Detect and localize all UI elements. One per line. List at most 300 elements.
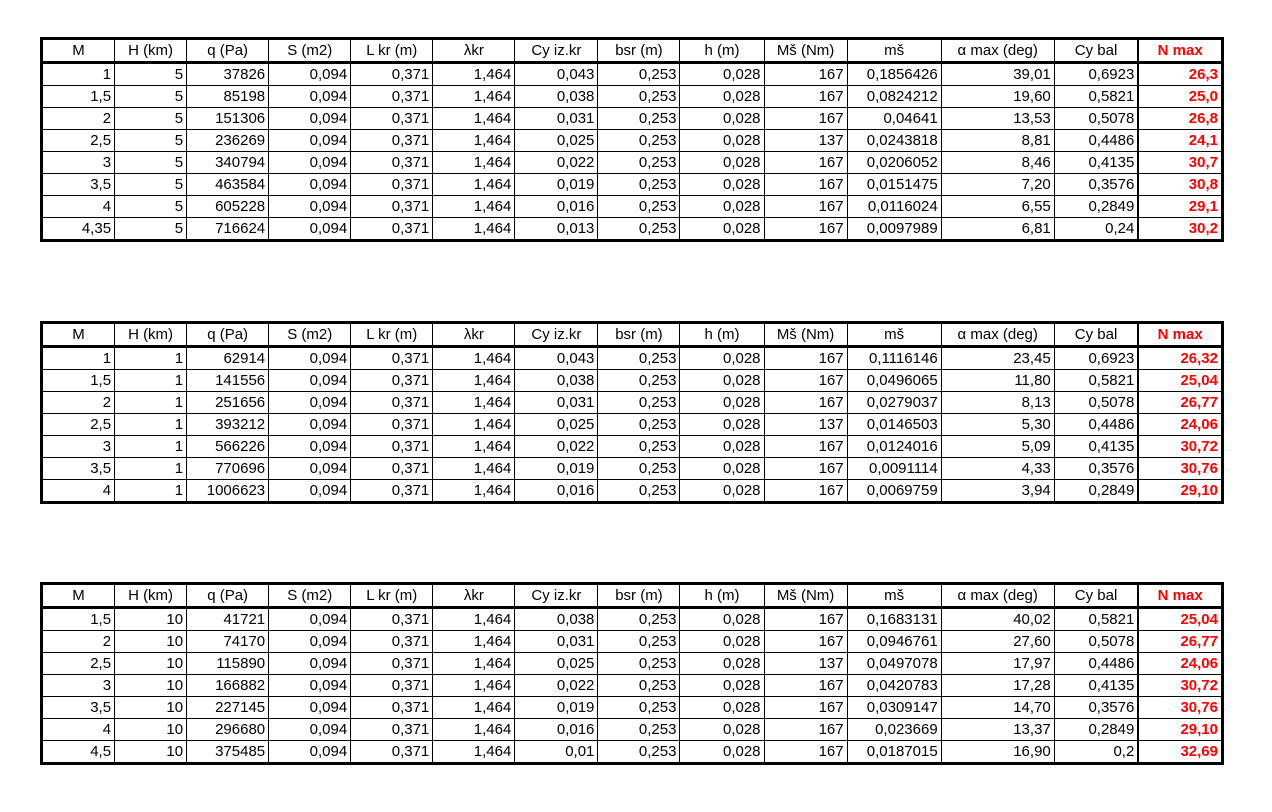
cell-q-pa: 770696 [187, 458, 269, 480]
cell-ms-nm: 137 [764, 653, 847, 675]
cell-h-m: 0,028 [680, 218, 764, 241]
cell-cy-iz-kr: 0,031 [515, 392, 598, 414]
cell-ms: 0,0091114 [847, 458, 941, 480]
cell-cy-bal: 0,4135 [1054, 675, 1138, 697]
cell-q-pa: 227145 [187, 697, 269, 719]
table-row [42, 174, 1223, 196]
cell-h-m: 0,028 [680, 414, 764, 436]
cell-lambda-kr: 1,464 [433, 174, 515, 196]
cell-l-kr: 0,371 [351, 108, 433, 130]
cell-cy-bal: 0,5078 [1054, 108, 1138, 130]
column-header-q-pa: q (Pa) [187, 584, 269, 608]
cell-m: 2,5 [42, 414, 115, 436]
cell-q-pa: 566226 [187, 436, 269, 458]
table-row [42, 436, 1223, 458]
cell-s-m2: 0,094 [269, 719, 351, 741]
cell-n-max: 24,06 [1138, 414, 1222, 436]
cell-h-km: 5 [115, 108, 187, 130]
cell-h-km: 10 [115, 631, 187, 653]
cell-m: 1,5 [42, 370, 115, 392]
cell-l-kr: 0,371 [351, 196, 433, 218]
header-row [42, 39, 1223, 63]
table-row [42, 347, 1223, 370]
cell-cy-bal: 0,2849 [1054, 719, 1138, 741]
table-row [42, 392, 1223, 414]
cell-h-m: 0,028 [680, 741, 764, 764]
cell-cy-bal: 0,5821 [1054, 608, 1138, 631]
cell-n-max: 26,32 [1138, 347, 1222, 370]
column-header-lambda-kr: λkr [433, 323, 515, 347]
cell-cy-iz-kr: 0,038 [515, 370, 598, 392]
cell-lambda-kr: 1,464 [433, 653, 515, 675]
cell-s-m2: 0,094 [269, 631, 351, 653]
cell-n-max: 24,06 [1138, 653, 1222, 675]
cell-lambda-kr: 1,464 [433, 218, 515, 241]
cell-n-max: 26,77 [1138, 392, 1222, 414]
cell-alpha-max: 6,55 [941, 196, 1054, 218]
table-row [42, 414, 1223, 436]
cell-n-max: 29,10 [1138, 480, 1222, 503]
cell-alpha-max: 13,53 [941, 108, 1054, 130]
cell-s-m2: 0,094 [269, 370, 351, 392]
cell-h-m: 0,028 [680, 370, 764, 392]
cell-h-m: 0,028 [680, 392, 764, 414]
cell-ms: 0,0116024 [847, 196, 941, 218]
cell-h-m: 0,028 [680, 347, 764, 370]
cell-s-m2: 0,094 [269, 697, 351, 719]
cell-ms-nm: 167 [764, 631, 847, 653]
cell-h-m: 0,028 [680, 458, 764, 480]
cell-cy-iz-kr: 0,019 [515, 458, 598, 480]
cell-alpha-max: 7,20 [941, 174, 1054, 196]
table-row [42, 196, 1223, 218]
cell-bsr: 0,253 [598, 370, 680, 392]
cell-h-km: 10 [115, 653, 187, 675]
cell-lambda-kr: 1,464 [433, 63, 515, 86]
cell-q-pa: 463584 [187, 174, 269, 196]
cell-n-max: 24,1 [1138, 130, 1222, 152]
column-header-bsr: bsr (m) [598, 323, 680, 347]
column-header-bsr: bsr (m) [598, 39, 680, 63]
cell-alpha-max: 8,46 [941, 152, 1054, 174]
cell-cy-bal: 0,4486 [1054, 414, 1138, 436]
cell-h-m: 0,028 [680, 152, 764, 174]
cell-m: 3 [42, 152, 115, 174]
column-header-h-m: h (m) [680, 39, 764, 63]
cell-ms-nm: 167 [764, 108, 847, 130]
cell-bsr: 0,253 [598, 196, 680, 218]
column-header-h-m: h (m) [680, 584, 764, 608]
cell-n-max: 30,7 [1138, 152, 1222, 174]
cell-ms-nm: 167 [764, 741, 847, 764]
cell-n-max: 30,72 [1138, 436, 1222, 458]
cell-bsr: 0,253 [598, 174, 680, 196]
cell-q-pa: 151306 [187, 108, 269, 130]
cell-cy-bal: 0,24 [1054, 218, 1138, 241]
column-header-ms-nm: Mš (Nm) [764, 39, 847, 63]
cell-bsr: 0,253 [598, 414, 680, 436]
table-row [42, 631, 1223, 653]
cell-l-kr: 0,371 [351, 130, 433, 152]
cell-ms: 0,04641 [847, 108, 941, 130]
cell-lambda-kr: 1,464 [433, 86, 515, 108]
cell-s-m2: 0,094 [269, 392, 351, 414]
cell-l-kr: 0,371 [351, 370, 433, 392]
cell-lambda-kr: 1,464 [433, 741, 515, 764]
column-header-l-kr: L kr (m) [351, 323, 433, 347]
cell-n-max: 26,3 [1138, 63, 1222, 86]
column-header-ms-nm: Mš (Nm) [764, 584, 847, 608]
cell-m: 1 [42, 63, 115, 86]
cell-h-km: 10 [115, 675, 187, 697]
cell-bsr: 0,253 [598, 675, 680, 697]
cell-h-km: 5 [115, 174, 187, 196]
column-header-m: M [42, 323, 115, 347]
cell-bsr: 0,253 [598, 631, 680, 653]
cell-alpha-max: 3,94 [941, 480, 1054, 503]
cell-lambda-kr: 1,464 [433, 347, 515, 370]
cell-q-pa: 251656 [187, 392, 269, 414]
cell-ms-nm: 167 [764, 196, 847, 218]
cell-q-pa: 166882 [187, 675, 269, 697]
cell-ms-nm: 167 [764, 152, 847, 174]
cell-s-m2: 0,094 [269, 741, 351, 764]
cell-alpha-max: 11,80 [941, 370, 1054, 392]
cell-ms-nm: 167 [764, 458, 847, 480]
column-header-q-pa: q (Pa) [187, 39, 269, 63]
cell-lambda-kr: 1,464 [433, 675, 515, 697]
cell-alpha-max: 8,13 [941, 392, 1054, 414]
cell-q-pa: 393212 [187, 414, 269, 436]
cell-h-km: 1 [115, 370, 187, 392]
cell-s-m2: 0,094 [269, 152, 351, 174]
cell-bsr: 0,253 [598, 436, 680, 458]
cell-s-m2: 0,094 [269, 480, 351, 503]
cell-m: 3 [42, 436, 115, 458]
cell-ms: 0,0097989 [847, 218, 941, 241]
cell-cy-bal: 0,5078 [1054, 631, 1138, 653]
cell-n-max: 26,77 [1138, 631, 1222, 653]
cell-bsr: 0,253 [598, 108, 680, 130]
cell-ms: 0,0497078 [847, 653, 941, 675]
cell-h-km: 1 [115, 414, 187, 436]
cell-cy-iz-kr: 0,038 [515, 608, 598, 631]
column-header-h-km: H (km) [115, 39, 187, 63]
cell-ms: 0,0069759 [847, 480, 941, 503]
cell-cy-iz-kr: 0,025 [515, 653, 598, 675]
column-header-l-kr: L kr (m) [351, 39, 433, 63]
cell-q-pa: 716624 [187, 218, 269, 241]
table-row [42, 370, 1223, 392]
cell-cy-bal: 0,5821 [1054, 370, 1138, 392]
cell-l-kr: 0,371 [351, 480, 433, 503]
header-row [42, 323, 1223, 347]
cell-ms-nm: 167 [764, 174, 847, 196]
cell-alpha-max: 27,60 [941, 631, 1054, 653]
cell-ms-nm: 167 [764, 86, 847, 108]
cell-alpha-max: 40,02 [941, 608, 1054, 631]
cell-ms-nm: 167 [764, 347, 847, 370]
cell-s-m2: 0,094 [269, 458, 351, 480]
cell-m: 4 [42, 480, 115, 503]
cell-ms-nm: 167 [764, 392, 847, 414]
cell-m: 1 [42, 347, 115, 370]
cell-alpha-max: 6,81 [941, 218, 1054, 241]
column-header-m: M [42, 584, 115, 608]
column-header-h-m: h (m) [680, 323, 764, 347]
cell-cy-iz-kr: 0,016 [515, 719, 598, 741]
cell-m: 4,5 [42, 741, 115, 764]
cell-q-pa: 296680 [187, 719, 269, 741]
cell-h-km: 5 [115, 86, 187, 108]
cell-q-pa: 605228 [187, 196, 269, 218]
table-row [42, 152, 1223, 174]
cell-ms-nm: 167 [764, 697, 847, 719]
cell-h-km: 10 [115, 719, 187, 741]
cell-bsr: 0,253 [598, 653, 680, 675]
cell-m: 4 [42, 196, 115, 218]
cell-bsr: 0,253 [598, 218, 680, 241]
cell-lambda-kr: 1,464 [433, 152, 515, 174]
cell-q-pa: 115890 [187, 653, 269, 675]
column-header-cy-bal: Cy bal [1054, 323, 1138, 347]
cell-s-m2: 0,094 [269, 608, 351, 631]
cell-h-km: 1 [115, 347, 187, 370]
table-row [42, 608, 1223, 631]
cell-q-pa: 74170 [187, 631, 269, 653]
cell-ms: 0,0187015 [847, 741, 941, 764]
cell-alpha-max: 13,37 [941, 719, 1054, 741]
cell-lambda-kr: 1,464 [433, 697, 515, 719]
cell-n-max: 29,1 [1138, 196, 1222, 218]
cell-lambda-kr: 1,464 [433, 108, 515, 130]
table-row [42, 458, 1223, 480]
cell-h-m: 0,028 [680, 63, 764, 86]
cell-q-pa: 1006623 [187, 480, 269, 503]
cell-bsr: 0,253 [598, 152, 680, 174]
cell-s-m2: 0,094 [269, 174, 351, 196]
cell-cy-bal: 0,2849 [1054, 480, 1138, 503]
cell-bsr: 0,253 [598, 347, 680, 370]
cell-l-kr: 0,371 [351, 719, 433, 741]
cell-cy-iz-kr: 0,019 [515, 174, 598, 196]
cell-lambda-kr: 1,464 [433, 392, 515, 414]
cell-cy-iz-kr: 0,031 [515, 108, 598, 130]
cell-ms: 0,0146503 [847, 414, 941, 436]
cell-ms-nm: 167 [764, 480, 847, 503]
cell-n-max: 30,76 [1138, 458, 1222, 480]
cell-h-km: 1 [115, 436, 187, 458]
cell-h-m: 0,028 [680, 675, 764, 697]
cell-alpha-max: 17,97 [941, 653, 1054, 675]
cell-cy-iz-kr: 0,016 [515, 196, 598, 218]
cell-h-km: 10 [115, 697, 187, 719]
cell-s-m2: 0,094 [269, 196, 351, 218]
column-header-cy-iz-kr: Cy iz.kr [515, 584, 598, 608]
cell-alpha-max: 17,28 [941, 675, 1054, 697]
column-header-s-m2: S (m2) [269, 323, 351, 347]
cell-q-pa: 141556 [187, 370, 269, 392]
column-header-bsr: bsr (m) [598, 584, 680, 608]
cell-ms: 0,0124016 [847, 436, 941, 458]
cell-h-km: 1 [115, 480, 187, 503]
cell-ms-nm: 167 [764, 675, 847, 697]
cell-m: 4,35 [42, 218, 115, 241]
data-table-h5 [40, 37, 1224, 242]
column-header-ms: mš [847, 584, 941, 608]
cell-lambda-kr: 1,464 [433, 414, 515, 436]
cell-l-kr: 0,371 [351, 631, 433, 653]
cell-cy-bal: 0,3576 [1054, 458, 1138, 480]
column-header-cy-iz-kr: Cy iz.kr [515, 323, 598, 347]
cell-s-m2: 0,094 [269, 218, 351, 241]
column-header-ms: mš [847, 323, 941, 347]
cell-alpha-max: 8,81 [941, 130, 1054, 152]
cell-q-pa: 62914 [187, 347, 269, 370]
cell-l-kr: 0,371 [351, 218, 433, 241]
column-header-n-max: N max [1138, 39, 1222, 63]
column-header-n-max: N max [1138, 323, 1222, 347]
cell-ms-nm: 167 [764, 436, 847, 458]
cell-m: 2 [42, 108, 115, 130]
cell-ms: 0,1116146 [847, 347, 941, 370]
data-table-h1 [40, 321, 1224, 504]
cell-n-max: 32,69 [1138, 741, 1222, 764]
cell-alpha-max: 14,70 [941, 697, 1054, 719]
cell-m: 3 [42, 675, 115, 697]
cell-h-m: 0,028 [680, 480, 764, 503]
column-header-ms-nm: Mš (Nm) [764, 323, 847, 347]
cell-ms-nm: 137 [764, 414, 847, 436]
cell-l-kr: 0,371 [351, 347, 433, 370]
cell-h-m: 0,028 [680, 108, 764, 130]
cell-s-m2: 0,094 [269, 436, 351, 458]
cell-m: 1,5 [42, 86, 115, 108]
cell-bsr: 0,253 [598, 63, 680, 86]
table-row [42, 653, 1223, 675]
cell-alpha-max: 5,30 [941, 414, 1054, 436]
cell-s-m2: 0,094 [269, 675, 351, 697]
cell-h-km: 10 [115, 608, 187, 631]
cell-ms: 0,0243818 [847, 130, 941, 152]
cell-h-km: 5 [115, 196, 187, 218]
cell-l-kr: 0,371 [351, 608, 433, 631]
cell-h-km: 5 [115, 63, 187, 86]
cell-bsr: 0,253 [598, 480, 680, 503]
cell-bsr: 0,253 [598, 719, 680, 741]
table-row [42, 86, 1223, 108]
cell-lambda-kr: 1,464 [433, 436, 515, 458]
cell-cy-bal: 0,4486 [1054, 130, 1138, 152]
cell-m: 2 [42, 392, 115, 414]
cell-ms: 0,0279037 [847, 392, 941, 414]
cell-alpha-max: 19,60 [941, 86, 1054, 108]
cell-n-max: 30,72 [1138, 675, 1222, 697]
column-header-alpha-max: α max (deg) [941, 323, 1054, 347]
cell-l-kr: 0,371 [351, 675, 433, 697]
cell-alpha-max: 16,90 [941, 741, 1054, 764]
cell-alpha-max: 5,09 [941, 436, 1054, 458]
cell-s-m2: 0,094 [269, 130, 351, 152]
table-row [42, 675, 1223, 697]
cell-cy-bal: 0,3576 [1054, 174, 1138, 196]
cell-ms: 0,1683131 [847, 608, 941, 631]
column-header-cy-bal: Cy bal [1054, 584, 1138, 608]
column-header-s-m2: S (m2) [269, 39, 351, 63]
table-row [42, 63, 1223, 86]
cell-l-kr: 0,371 [351, 392, 433, 414]
cell-cy-iz-kr: 0,01 [515, 741, 598, 764]
cell-cy-bal: 0,5821 [1054, 86, 1138, 108]
cell-h-m: 0,028 [680, 653, 764, 675]
cell-lambda-kr: 1,464 [433, 458, 515, 480]
column-header-alpha-max: α max (deg) [941, 584, 1054, 608]
cell-s-m2: 0,094 [269, 63, 351, 86]
cell-l-kr: 0,371 [351, 741, 433, 764]
cell-ms: 0,023669 [847, 719, 941, 741]
cell-ms: 0,0309147 [847, 697, 941, 719]
cell-h-m: 0,028 [680, 631, 764, 653]
cell-cy-bal: 0,3576 [1054, 697, 1138, 719]
cell-l-kr: 0,371 [351, 436, 433, 458]
cell-l-kr: 0,371 [351, 653, 433, 675]
cell-n-max: 30,8 [1138, 174, 1222, 196]
cell-ms: 0,0151475 [847, 174, 941, 196]
cell-l-kr: 0,371 [351, 414, 433, 436]
cell-s-m2: 0,094 [269, 108, 351, 130]
cell-ms: 0,0946761 [847, 631, 941, 653]
cell-alpha-max: 4,33 [941, 458, 1054, 480]
cell-m: 2,5 [42, 130, 115, 152]
cell-cy-iz-kr: 0,025 [515, 130, 598, 152]
cell-m: 1,5 [42, 608, 115, 631]
cell-h-m: 0,028 [680, 196, 764, 218]
cell-h-m: 0,028 [680, 697, 764, 719]
cell-ms-nm: 167 [764, 370, 847, 392]
cell-n-max: 25,04 [1138, 608, 1222, 631]
cell-lambda-kr: 1,464 [433, 480, 515, 503]
cell-cy-iz-kr: 0,043 [515, 63, 598, 86]
column-header-q-pa: q (Pa) [187, 323, 269, 347]
column-header-s-m2: S (m2) [269, 584, 351, 608]
cell-lambda-kr: 1,464 [433, 608, 515, 631]
table-row [42, 480, 1223, 503]
cell-cy-bal: 0,5078 [1054, 392, 1138, 414]
cell-cy-bal: 0,6923 [1054, 63, 1138, 86]
table-row [42, 719, 1223, 741]
cell-cy-iz-kr: 0,013 [515, 218, 598, 241]
column-header-h-km: H (km) [115, 323, 187, 347]
cell-m: 3,5 [42, 697, 115, 719]
data-table-h10 [40, 582, 1224, 765]
header-row [42, 584, 1223, 608]
cell-s-m2: 0,094 [269, 347, 351, 370]
cell-h-km: 1 [115, 392, 187, 414]
cell-ms-nm: 137 [764, 130, 847, 152]
cell-h-m: 0,028 [680, 608, 764, 631]
cell-n-max: 30,2 [1138, 218, 1222, 241]
cell-m: 4 [42, 719, 115, 741]
column-header-lambda-kr: λkr [433, 584, 515, 608]
cell-l-kr: 0,371 [351, 86, 433, 108]
table-row [42, 697, 1223, 719]
cell-ms-nm: 167 [764, 63, 847, 86]
cell-cy-bal: 0,4486 [1054, 653, 1138, 675]
cell-cy-iz-kr: 0,031 [515, 631, 598, 653]
cell-l-kr: 0,371 [351, 697, 433, 719]
cell-bsr: 0,253 [598, 697, 680, 719]
cell-q-pa: 85198 [187, 86, 269, 108]
